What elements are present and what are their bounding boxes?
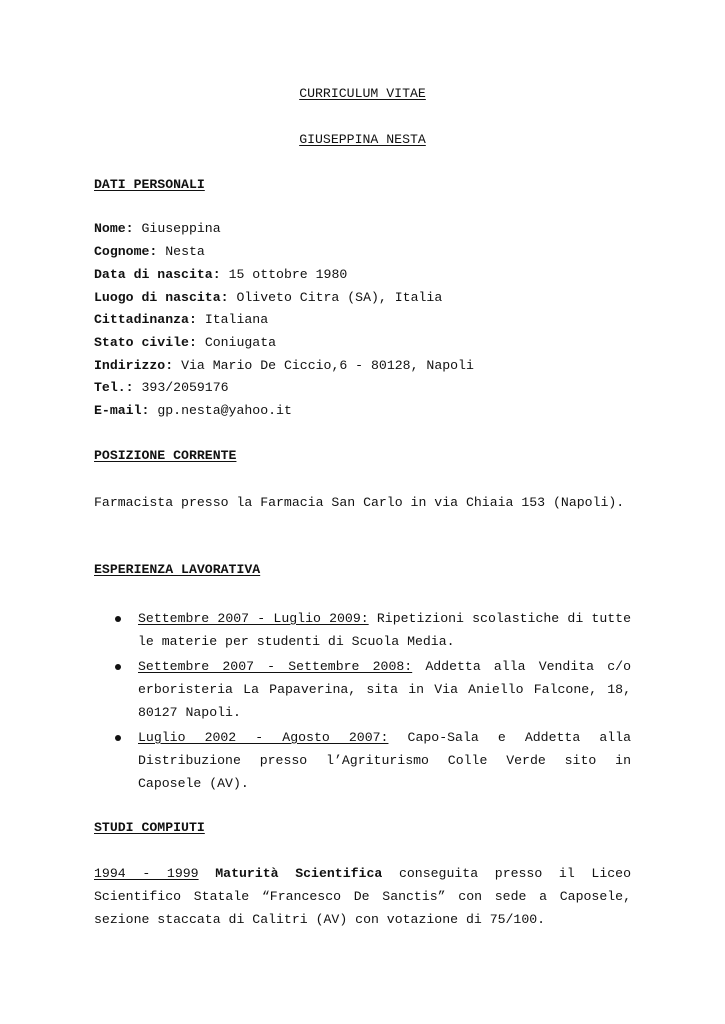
studies-text	[94, 862, 631, 931]
experience-description: Capo-Sala e Addetta alla Distribuzione presso l’Agriturismo Colle Verde sito in Caposele (AV).	[138, 730, 631, 791]
field-label: Indirizzo	[94, 358, 166, 373]
field-stato-civile: Stato civile: Coniugata	[94, 335, 277, 350]
experience-period: Settembre 2007 - Luglio 2009:	[138, 611, 369, 626]
field-label: Stato civile	[94, 335, 189, 350]
field-label: Nome	[94, 221, 126, 236]
field-data-nascita: Data di nascita: 15 ottobre 1980	[94, 267, 348, 282]
field-value: Nesta	[165, 244, 205, 259]
experience-period: Settembre 2007 - Settembre 2008:	[138, 659, 413, 674]
field-value: gp.nesta@yahoo.it	[157, 403, 292, 418]
field-value: Via Mario De Ciccio,6 - 80128, Napoli	[181, 358, 474, 373]
field-email: E-mail: gp.nesta@yahoo.it	[94, 403, 292, 418]
field-indirizzo: Indirizzo: Via Mario De Ciccio,6 - 80128, Napoli	[94, 358, 474, 373]
field-value: Oliveto Citra (SA), Italia	[236, 290, 443, 305]
person-name: GIUSEPPINA NESTA	[299, 132, 426, 147]
experience-list	[94, 607, 631, 797]
field-label: Cittadinanza	[94, 312, 189, 327]
experience-period: Luglio 2002 - Agosto 2007:	[138, 730, 389, 745]
bullet-icon	[115, 616, 121, 622]
field-cognome: Cognome: Nesta	[94, 244, 205, 259]
field-label: E-mail	[94, 403, 142, 418]
field-value: 393/2059176	[141, 380, 229, 395]
list-item	[94, 726, 631, 795]
field-label: Data di nascita	[94, 267, 213, 282]
studies-description: conseguita presso il Liceo Scientifico Statale “Francesco De Sanctis” con sede a Caposele, sezione staccata di Calitri (AV) con votazione di 75/100.	[94, 866, 631, 927]
field-luogo-nascita: Luogo di nascita: Oliveto Citra (SA), Italia	[94, 290, 443, 305]
bullet-icon	[115, 664, 121, 670]
field-label: Tel.	[94, 380, 126, 395]
field-cittadinanza: Cittadinanza: Italiana	[94, 312, 269, 327]
section-heading-experience: ESPERIENZA LAVORATIVA	[94, 562, 261, 577]
studies-degree: Maturità Scientifica	[215, 866, 383, 881]
field-tel: Tel.: 393/2059176	[94, 380, 229, 395]
experience-description: Ripetizioni scolastiche di tutte le materie per studenti di Scuola Media.	[138, 611, 632, 649]
field-label: Luogo di nascita	[94, 290, 221, 305]
field-nome: Nome: Giuseppina	[94, 221, 221, 236]
studies-period: 1994 - 1999	[94, 866, 199, 881]
section-heading-personal: DATI PERSONALI	[94, 177, 205, 192]
section-heading-current-position: POSIZIONE CORRENTE	[94, 448, 237, 463]
document-title: CURRICULUM VITAE	[299, 86, 426, 101]
field-value: Giuseppina	[141, 221, 221, 236]
experience-description: Addetta alla Vendita c/o erboristeria La Papaverina, sita in Via Aniello Falcone, 18, 80127 Napoli.	[138, 659, 631, 720]
section-heading-studies: STUDI COMPIUTI	[94, 820, 205, 835]
current-position-text: Farmacista presso la Farmacia San Carlo in via Chiaia 153 (Napoli).	[94, 495, 625, 510]
list-item	[94, 607, 631, 653]
bullet-icon	[115, 735, 121, 741]
field-value: Coniugata	[204, 335, 277, 350]
field-value: Italiana	[204, 312, 269, 327]
field-label: Cognome	[94, 244, 150, 259]
field-value: 15 ottobre 1980	[228, 267, 348, 282]
list-item	[94, 655, 631, 724]
